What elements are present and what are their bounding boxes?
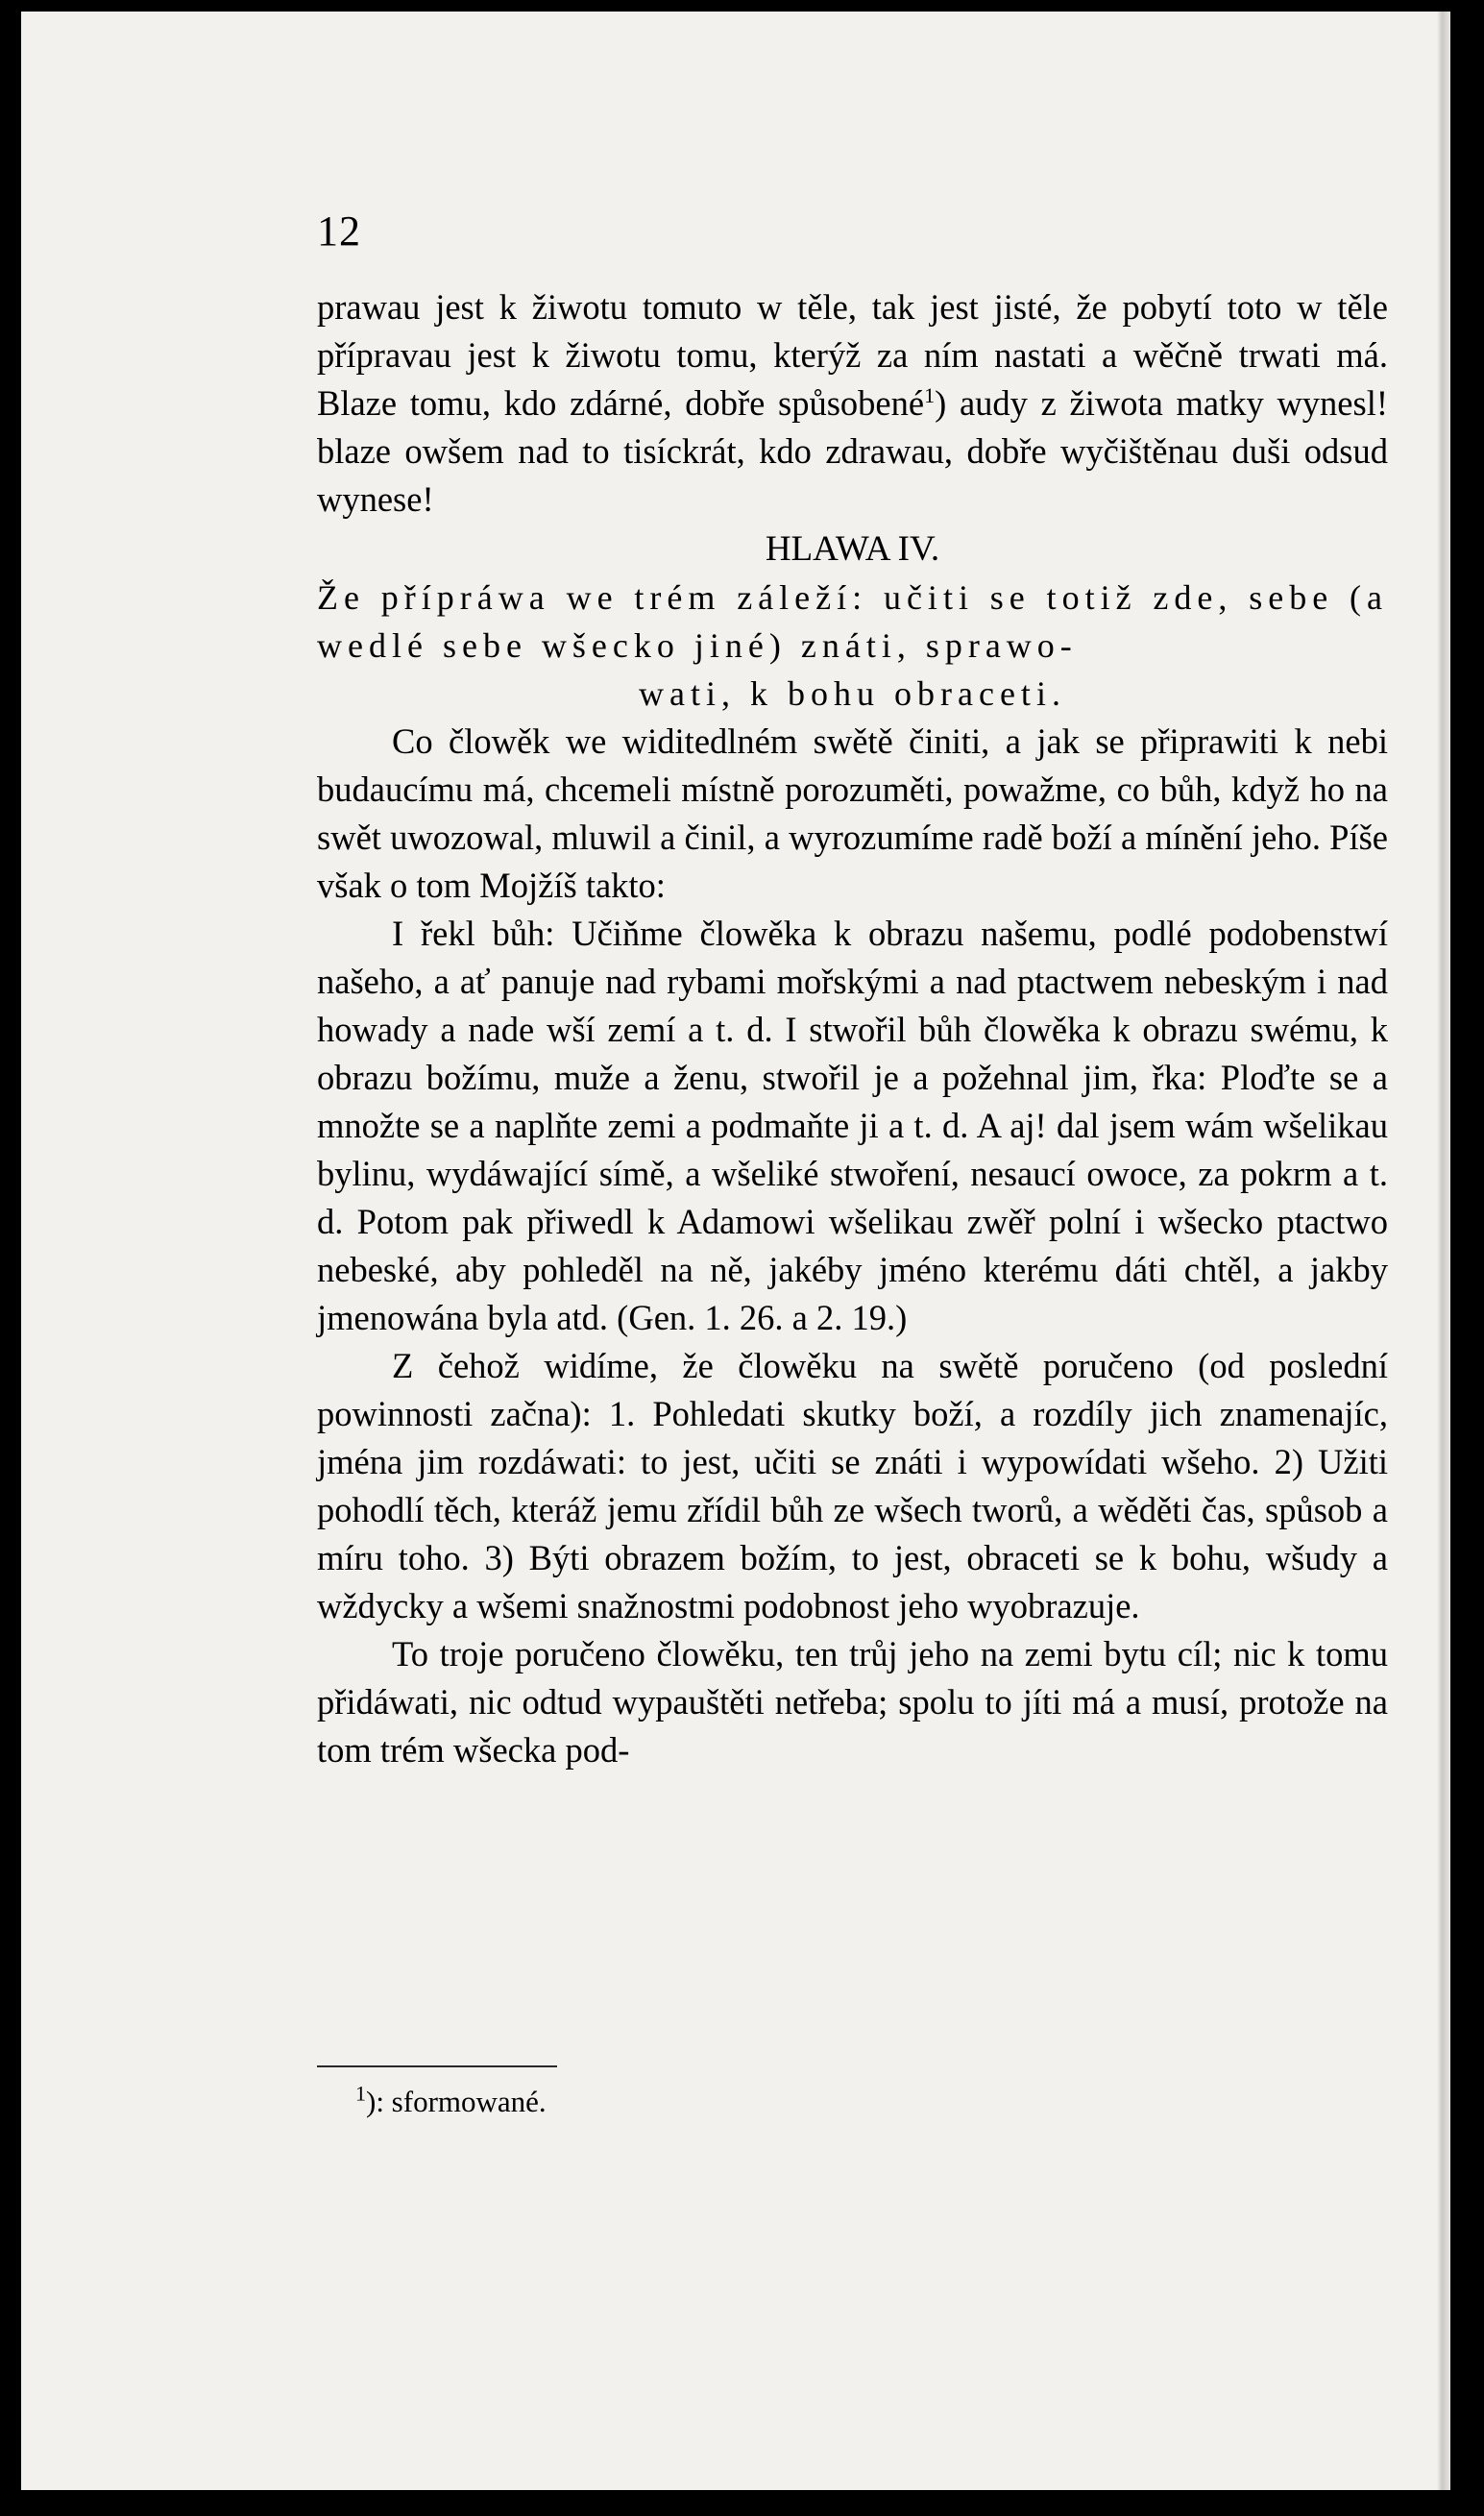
footnote-marker: 1 — [355, 2081, 366, 2106]
page-number: 12 — [317, 208, 361, 255]
paragraph-5: To troje poručeno člowěku, ten trůj jeho na zemi bytu cíl; nic k tomu přidáwati, nic odtud wypauštěti netřeba; spolu to jíti má a musí, protože na tom trém wšecka pod- — [317, 1634, 1388, 1770]
paragraph-4: Z čehož widíme, že člowěku na swětě poručeno (od poslední powinnosti začna): 1. Pohledati skutky boží, a rozdíly jich znamenajíc, jména jim rozdáwati: to jest, učiti se znáti i wypowídati wšeho. 2) Užiti pohodlí těch, kteráž jemu zřídil bůh ze wšech tworů, a wěděti čas, spůsob a míru toho. 3) Býti obrazem božím, to jest, obraceti se k bohu, wšudy a wždycky a wšemi snažnostmi podobnost jeho wyobrazuje. — [317, 1346, 1388, 1625]
footnote — [355, 2083, 547, 2121]
paragraph-1 — [317, 283, 1388, 524]
chapter-subtitle-end: wati, k bohu obraceti. — [639, 674, 1066, 713]
chapter-subtitle-main: Že přípráwa we trém záleží: učiti se totiž zde, sebe (a wedlé sebe wšecko jiné) znáti, sprawo- — [317, 578, 1388, 665]
chapter-subtitle — [317, 574, 1388, 718]
paragraph-3: I řekl bůh: Učiňme člowěka k obrazu našemu, podlé podobenstwí našeho, a ať panuje nad rybami mořskými a nad ptactwem nebeským i nad howady a nade wší zemí a t. d. I stwořil bůh člowěka k obrazu swému, k obrazu božímu, muže a ženu, stwořil je a požehnal jim, řka: Ploďte se a množte se a naplňte zemi a podmaňte ji a t. d. A aj! dal jsem wám wšelikau bylinu, wydáwající símě, a wšeliké stwoření, nesaucí owoce, za pokrm a t. d. Potom pak přiwedl k Adamowi wšelikau zwěř polní i wšecko ptactwo nebeské, aby pohleděl na ně, jakéby jméno kterému dáti chtěl, a jakby jmenowána byla atd. (Gen. 1. 26. a 2. 19.) — [317, 914, 1388, 1337]
paragraph-1-text: prawau jest k žiwotu tomuto w těle, tak jest jisté, že pobytí toto w těle přípravau jest k žiwotu tomu, kterýž za ním nastati a wěčně trwati má. Blaze tomu, kdo zdárné, dobře spůsobené — [317, 287, 1388, 423]
footnote-divider — [317, 2065, 557, 2067]
body-text — [317, 283, 1388, 1774]
chapter-heading: HLAWA IV. — [765, 529, 940, 569]
paragraph-1-tail: ) audy z žiwota matky wynesl! blaze owšem nad to tisíckrát, kdo zdrawau, dobře wyčištěnau duši odsud wynese! — [317, 383, 1388, 519]
footnote-text: ): sformowané. — [366, 2085, 547, 2118]
paragraph-2: Co člowěk we widitedlném swětě činiti, a jak se připrawiti k nebi budaucímu má, chcemeli místně porozuměti, powažme, co bůh, když ho na swět uwozowal, mluwil a činil, a wyrozumíme radě boží a mínění jeho. Píše však o tom Mojžíš takto: — [317, 721, 1388, 905]
page-edge-shadow — [1437, 12, 1450, 2490]
footnote-reference: 1 — [924, 382, 936, 407]
